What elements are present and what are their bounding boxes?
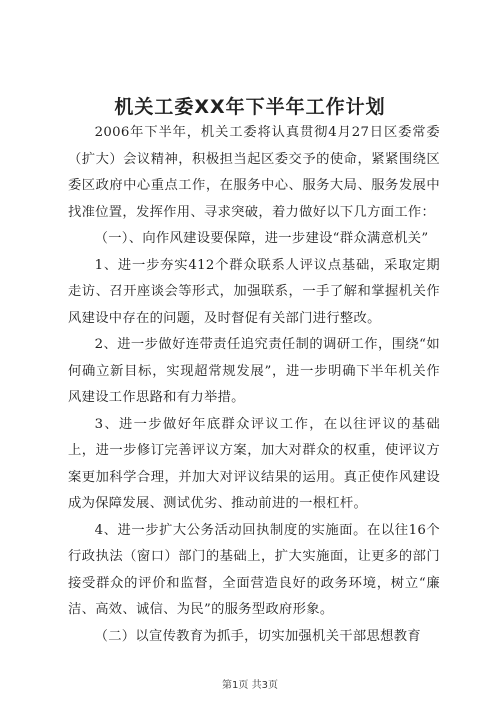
document-title: 机关工委XX年下半年工作计划 xyxy=(114,96,386,118)
paragraph-item-3: 3、进一步做好年底群众评议工作，在以往评议的基础上，进一步修订完善评议方案，加大对群众的权重，使评议方案更加科学合理，并加大对评议结果的运用。真正使作风建设成为保障发展、测试优劣、推动前进的一根杠杆。 xyxy=(68,416,440,511)
document-body xyxy=(68,120,440,650)
section-heading-2: （二）以宣传教育为抓手，切实加强机关干部思想教育 xyxy=(94,628,421,644)
paragraph-item-2: 2、进一步做好连带责任追究责任制的调研工作，围绕“如何确立新目标，实现超常规发展”，进一步明确下半年机关作风建设工作思路和有力举措。 xyxy=(68,337,440,405)
paragraph-item-4: 4、进一步扩大公务活动回执制度的实施面。在以往16个行政执法（窗口）部门的基础上，扩大实施面，让更多的部门接受群众的评价和监督，全面营造良好的政务环境，树立“廉洁、高效、诚信、为民”的服务型政府形象。 xyxy=(68,522,440,617)
paragraph-intro: 2006年下半年，机关工委将认真贯彻4月27日区委常委（扩大）会议精神，积极担当起区委交予的使命，紧紧围绕区委区政府中心重点工作，在服务中心、服务大局、服务发展中找准位置，发挥作用、寻求突破，着力做好以下几方面工作： xyxy=(68,125,440,220)
paragraph-item-1: 1、进一步夯实412个群众联系人评议点基础，采取定期走访、召开座谈会等形式，加强联系，一手了解和掌握机关作风建设中存在的问题，及时督促有关部门进行整改。 xyxy=(68,257,440,326)
page-footer: 第1页 共3页 xyxy=(222,680,278,691)
section-heading-1: （一）、向作风建设要保障，进一步建设“群众满意机关” xyxy=(94,231,429,246)
